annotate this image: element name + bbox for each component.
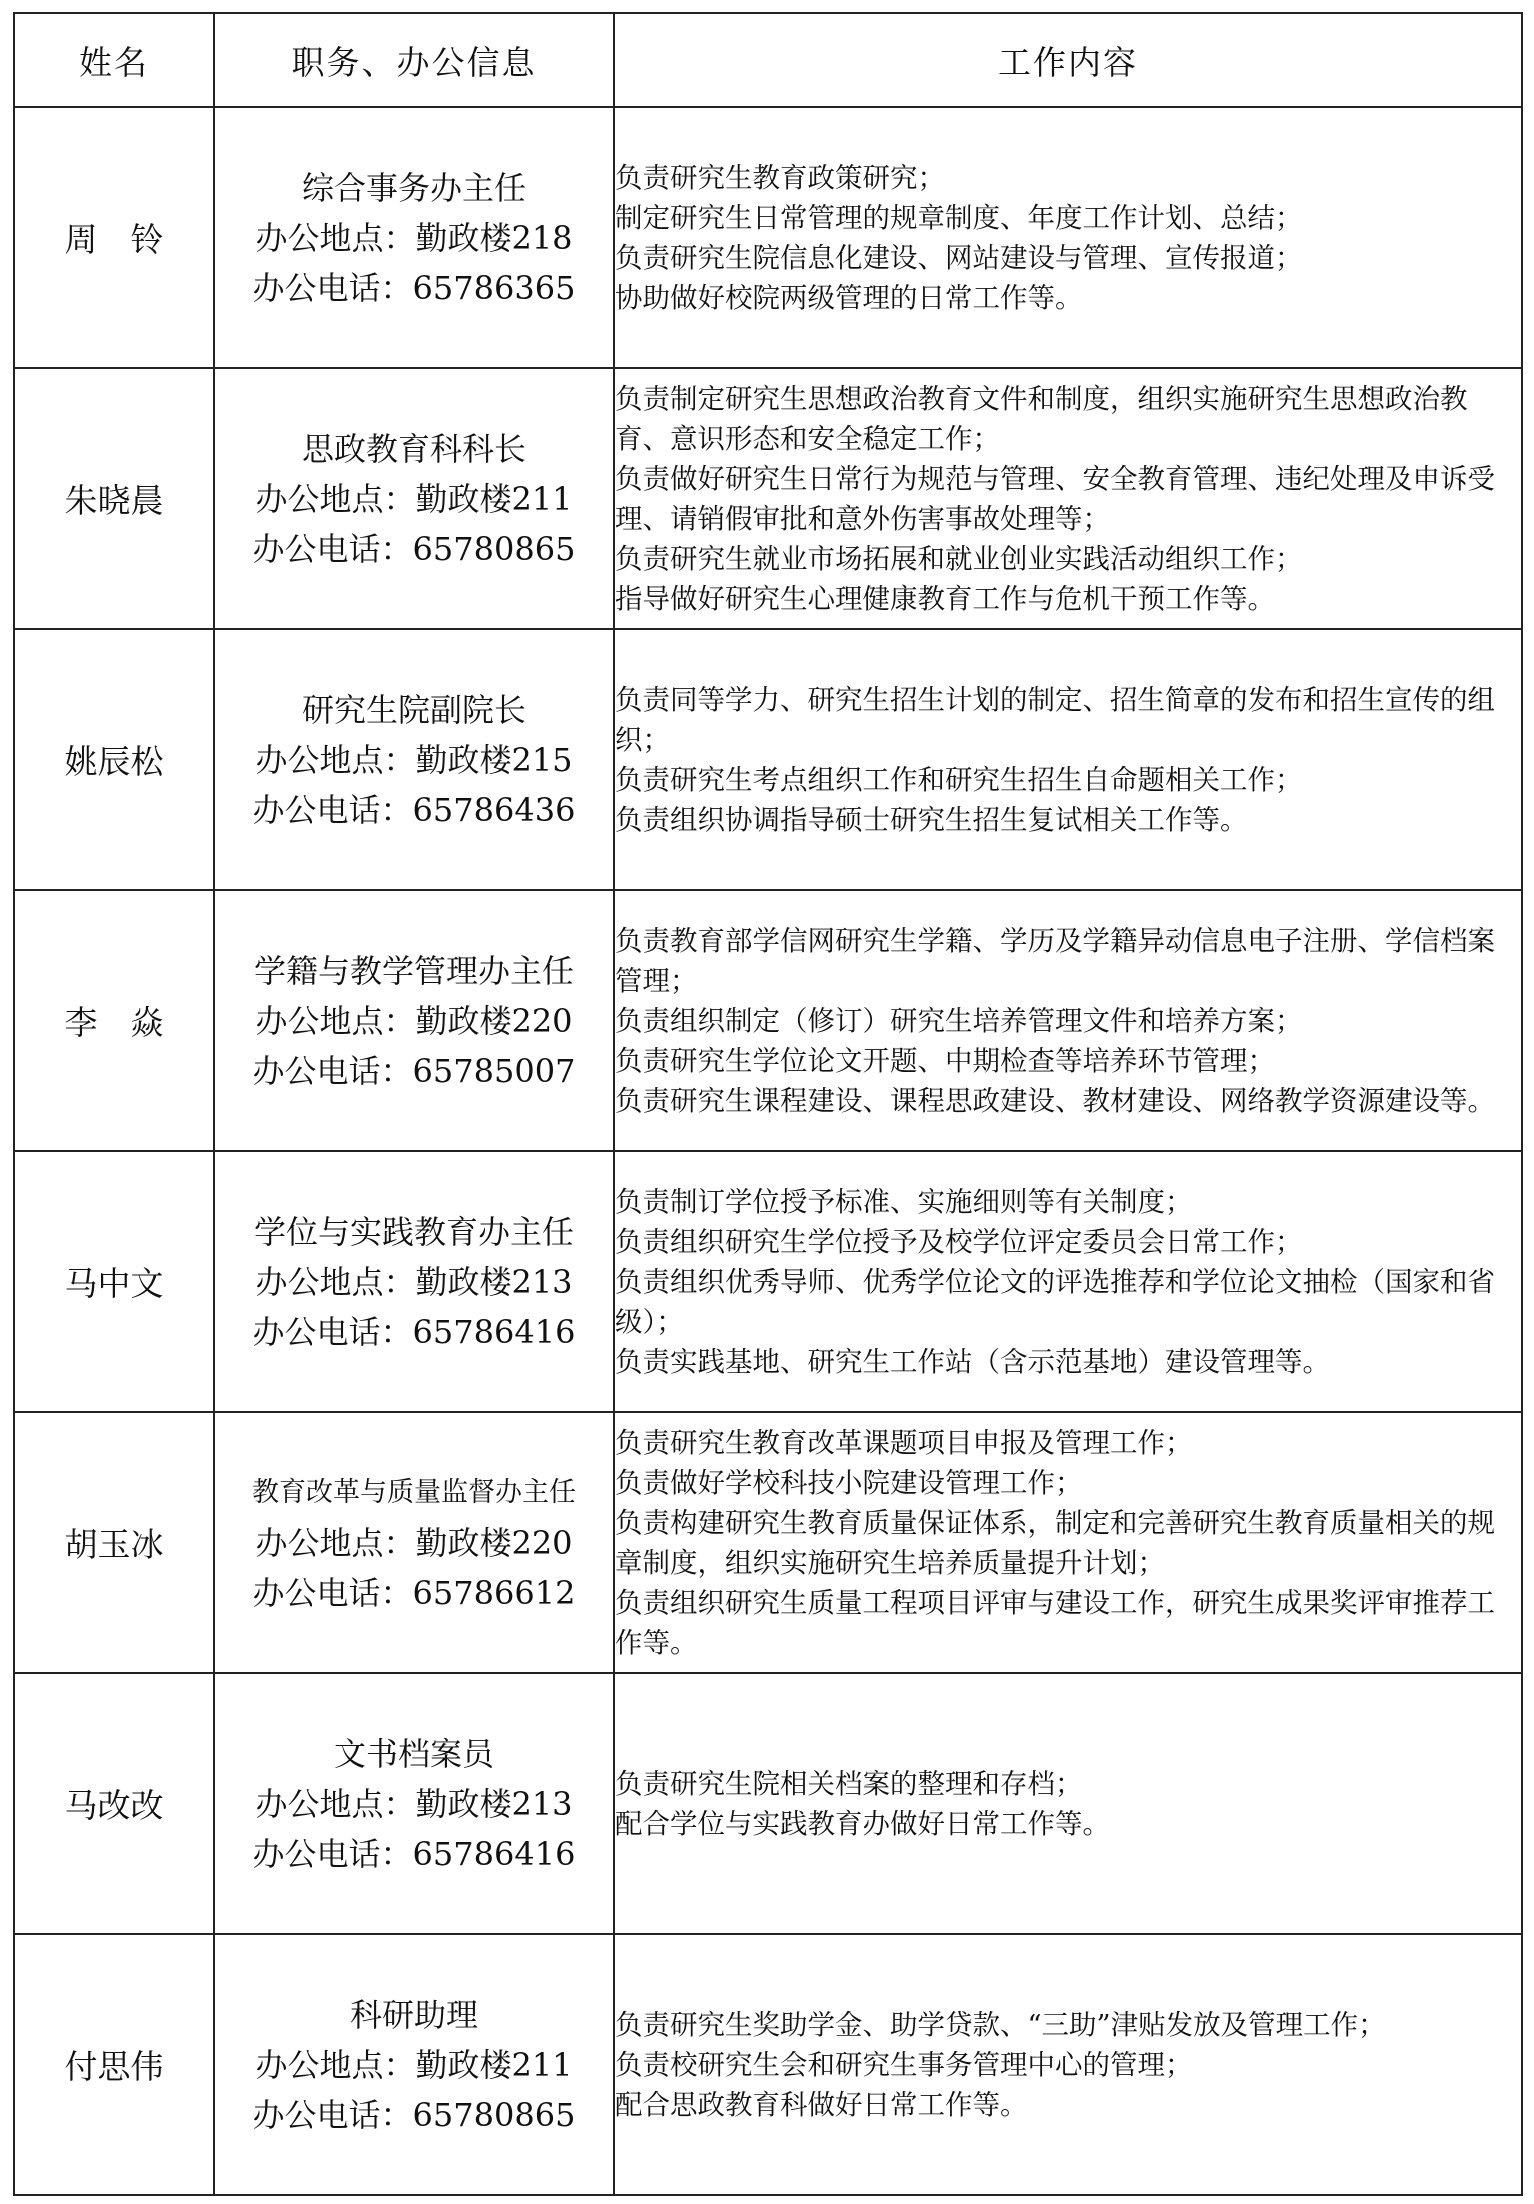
duty-item: 负责做好学校科技小院建设管理工作； [615,1466,1083,1499]
duty-item: 负责研究生院信息化建设、网站建设与管理、宣传报道； [615,241,1303,274]
duty-item: 制定研究生日常管理的规章制度、年度工作计划、总结； [615,201,1303,234]
staff-office: 办公地点：勤政楼211 [255,2045,573,2084]
duty-item: 负责做好研究生日常行为规范与管理、安全教育管理、违纪处理及申诉受理、请销假审批和意外伤害事故处理等； [615,462,1495,535]
duty-item: 负责研究生教育政策研究； [615,161,945,194]
duty-item: 负责研究生课程建设、课程思政建设、教材建设、网络教学资源建设等。 [615,1084,1495,1117]
table-row [14,890,1522,1151]
staff-name: 马改改 [14,1673,214,1934]
table-row [14,1412,1522,1673]
staff-post-info [214,1151,614,1412]
staff-phone: 办公电话：65780865 [252,2095,576,2134]
staff-duties [614,368,1522,629]
staff-name: 胡玉冰 [14,1412,214,1673]
staff-phone: 办公电话：65786416 [252,1834,576,1873]
staff-post-info [214,629,614,890]
staff-duty-table [13,12,1523,2196]
staff-office: 办公地点：勤政楼220 [255,1523,573,1562]
duty-item: 负责研究生院相关档案的整理和存档； [615,1767,1083,1800]
staff-title: 文书档案员 [333,1734,494,1773]
staff-title: 综合事务办主任 [301,168,526,207]
staff-office: 办公地点：勤政楼213 [255,1262,573,1301]
duty-item: 负责组织优秀导师、优秀学位论文的评选推荐和学位论文抽检（国家和省级）； [615,1265,1495,1338]
staff-post-info [214,368,614,629]
table-header-row [14,13,1522,107]
duty-item: 负责研究生学位论文开题、中期检查等培养环节管理； [615,1044,1275,1077]
staff-office: 办公地点：勤政楼218 [255,218,573,257]
table-row [14,368,1522,629]
staff-duties [614,1412,1522,1673]
staff-phone: 办公电话：65780865 [252,529,576,568]
duty-item: 负责组织研究生质量工程项目评审与建设工作，研究生成果奖评审推荐工作等。 [615,1586,1495,1659]
staff-post-info [214,1934,614,2195]
header-post: 职务、办公信息 [214,13,614,107]
staff-phone: 办公电话：65786612 [252,1573,576,1612]
duty-item: 配合思政教育科做好日常工作等。 [615,2088,1028,2121]
duty-item: 负责构建研究生教育质量保证体系，制定和完善研究生教育质量相关的规章制度，组织实施研究生培养质量提升计划； [615,1506,1495,1579]
duty-item: 配合学位与实践教育办做好日常工作等。 [615,1807,1110,1840]
staff-name: 周 铃 [14,107,214,368]
staff-post-info [214,890,614,1151]
staff-office: 办公地点：勤政楼215 [255,740,573,779]
staff-duties [614,1151,1522,1412]
staff-post-info [214,1673,614,1934]
duty-item: 负责组织研究生学位授予及校学位评定委员会日常工作； [615,1225,1303,1258]
staff-office: 办公地点：勤政楼211 [255,479,573,518]
duty-item: 负责研究生奖助学金、助学贷款、“三助”津贴发放及管理工作； [615,2008,1386,2041]
duty-item: 负责组织协调指导硕士研究生招生复试相关工作等。 [615,803,1248,836]
duty-item: 负责制定研究生思想政治教育文件和制度，组织实施研究生思想政治教育、意识形态和安全稳定工作； [615,382,1468,455]
table-row [14,1151,1522,1412]
staff-title: 教育改革与质量监督办主任 [252,1476,576,1508]
duty-item: 指导做好研究生心理健康教育工作与危机干预工作等。 [615,582,1275,615]
table-row [14,629,1522,890]
staff-name: 马中文 [14,1151,214,1412]
duty-item: 负责同等学力、研究生招生计划的制定、招生简章的发布和招生宣传的组织； [615,683,1495,756]
staff-office: 办公地点：勤政楼213 [255,1784,573,1823]
staff-title: 科研助理 [349,1995,478,2034]
header-name: 姓名 [14,13,214,107]
staff-title: 学位与实践教育办主任 [253,1212,574,1251]
duty-item: 负责组织制定（修订）研究生培养管理文件和培养方案； [615,1004,1303,1037]
duty-item: 负责研究生考点组织工作和研究生招生自命题相关工作； [615,763,1303,796]
staff-phone: 办公电话：65785007 [252,1051,576,1090]
staff-phone: 办公电话：65786365 [252,268,576,307]
staff-name: 朱晓晨 [14,368,214,629]
staff-title: 思政教育科科长 [301,429,526,468]
staff-duties [614,107,1522,368]
staff-office: 办公地点：勤政楼220 [255,1001,573,1040]
staff-name: 李 焱 [14,890,214,1151]
staff-duties [614,1673,1522,1934]
table-body [14,107,1522,2195]
duty-item: 负责制订学位授予标准、实施细则等有关制度； [615,1185,1193,1218]
table-row [14,107,1522,368]
table-row [14,1934,1522,2195]
table-row [14,1673,1522,1934]
duty-item: 协助做好校院两级管理的日常工作等。 [615,281,1083,314]
staff-duties [614,1934,1522,2195]
header-duties: 工作内容 [614,13,1522,107]
duty-item: 负责研究生就业市场拓展和就业创业实践活动组织工作； [615,542,1303,575]
duty-item: 负责实践基地、研究生工作站（含示范基地）建设管理等。 [615,1345,1330,1378]
duty-item: 负责教育部学信网研究生学籍、学历及学籍异动信息电子注册、学信档案管理； [615,924,1495,997]
staff-name: 付思伟 [14,1934,214,2195]
staff-title: 学籍与教学管理办主任 [253,951,574,990]
staff-title: 研究生院副院长 [301,690,526,729]
staff-phone: 办公电话：65786436 [252,790,576,829]
staff-name: 姚辰松 [14,629,214,890]
staff-phone: 办公电话：65786416 [252,1312,576,1351]
staff-post-info [214,1412,614,1673]
staff-post-info [214,107,614,368]
staff-duties [614,629,1522,890]
duty-item: 负责校研究生会和研究生事务管理中心的管理； [615,2048,1193,2081]
staff-duties [614,890,1522,1151]
duty-item: 负责研究生教育改革课题项目申报及管理工作； [615,1426,1193,1459]
